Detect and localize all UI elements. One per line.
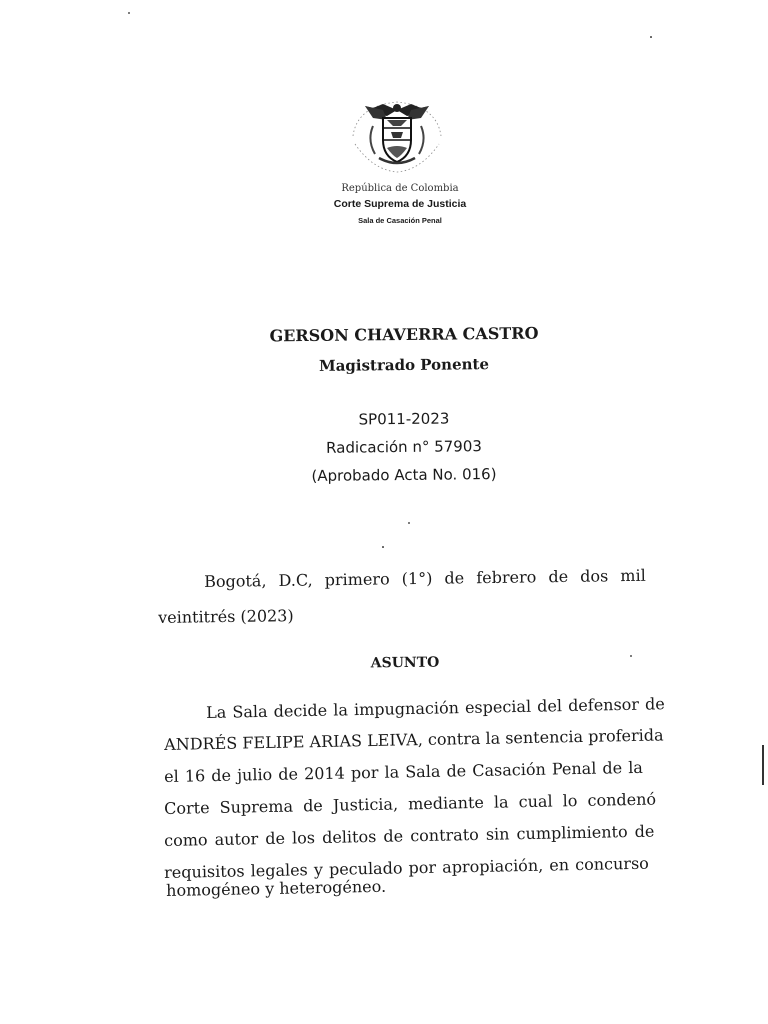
scan-edge-mark [762, 745, 764, 785]
paragraph-line: Corte Suprema de Justicia, mediante la cual lo condenó [164, 789, 657, 818]
section-title: ASUNTO [370, 654, 440, 672]
approval-acta: (Aprobado Acta No. 016) [311, 465, 497, 485]
paragraph-line: La Sala decide la impugnación especial del defensor de [206, 694, 665, 722]
magistrate-role: Magistrado Ponente [318, 355, 490, 375]
coat-of-arms-icon [343, 96, 451, 176]
paragraph-line: el 16 de julio de 2014 por la Sala de Casación Penal de la [164, 757, 644, 786]
paragraph-line: ANDRÉS FELIPE ARIAS LEIVA, contra la sentencia proferida [164, 725, 664, 754]
scan-speck [382, 546, 384, 548]
magistrate-name: GERSON CHAVERRA CASTRO [269, 323, 539, 346]
radicacion-number: Radicación n° 57903 [326, 437, 482, 457]
paragraph-line: requisitos legales y peculado por apropiación, en concurso [164, 853, 649, 882]
scan-speck [128, 12, 130, 14]
scan-speck [650, 36, 652, 38]
scan-speck [408, 522, 410, 524]
decision-code: SP011-2023 [358, 409, 450, 429]
paragraph-line: como autor de los delitos de contrato sin cumplimiento de [164, 821, 655, 850]
scan-speck [630, 655, 632, 657]
chamber-label: Sala de Casación Penal [358, 216, 442, 225]
date-line-1: Bogotá, D.C, primero (1°) de febrero de dos mil [204, 565, 646, 591]
date-line-2: veintitrés (2023) [158, 606, 294, 627]
court-label: Corte Suprema de Justicia [333, 198, 467, 210]
paragraph-line: homogéneo y heterogéneo. [166, 876, 387, 900]
republic-label: República de Colombia [341, 183, 459, 194]
